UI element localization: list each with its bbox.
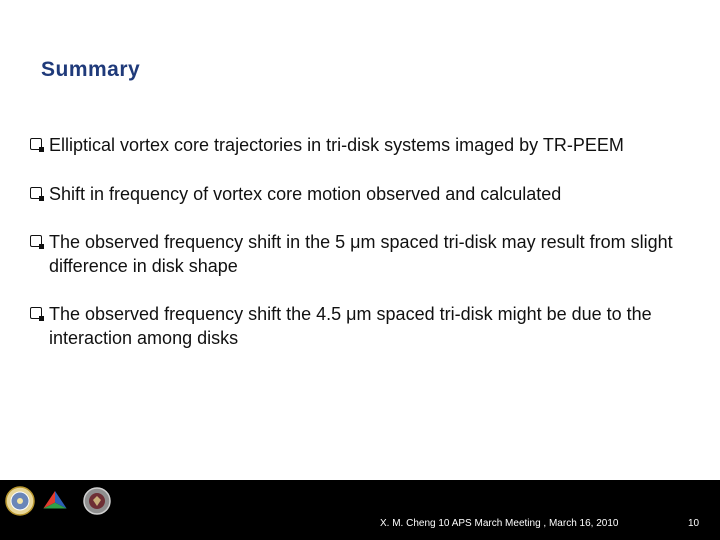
bullet-item bbox=[30, 133, 624, 157]
bullet-item bbox=[30, 302, 700, 350]
bullet-text: The observed frequency shift in the 5 μm spaced tri-disk may result from slight difference in disk shape bbox=[49, 232, 673, 276]
footer-citation: X. M. Cheng 10 APS March Meeting , March 16, 2010 bbox=[380, 518, 619, 529]
bullet-text: Elliptical vortex core trajectories in tri-disk systems imaged by TR-PEEM bbox=[49, 135, 624, 155]
bullet-item bbox=[30, 182, 561, 206]
page-number: 10 bbox=[688, 518, 700, 529]
crest-logo-icon bbox=[82, 486, 112, 516]
checkbox-bullet-icon bbox=[30, 307, 42, 319]
checkbox-bullet-icon bbox=[30, 138, 42, 150]
footer-bar bbox=[0, 480, 720, 540]
checkbox-bullet-icon bbox=[30, 235, 42, 247]
bullet-text: Shift in frequency of vortex core motion observed and calculated bbox=[49, 184, 562, 204]
triangle-logo-icon bbox=[40, 486, 70, 516]
slide-title: Summary bbox=[41, 58, 141, 81]
university-seal-logo-icon bbox=[5, 486, 35, 516]
bullet-text: The observed frequency shift the 4.5 μm spaced tri-disk might be due to the interaction among disks bbox=[49, 304, 652, 348]
checkbox-bullet-icon bbox=[30, 187, 42, 199]
bullet-item bbox=[30, 230, 700, 278]
